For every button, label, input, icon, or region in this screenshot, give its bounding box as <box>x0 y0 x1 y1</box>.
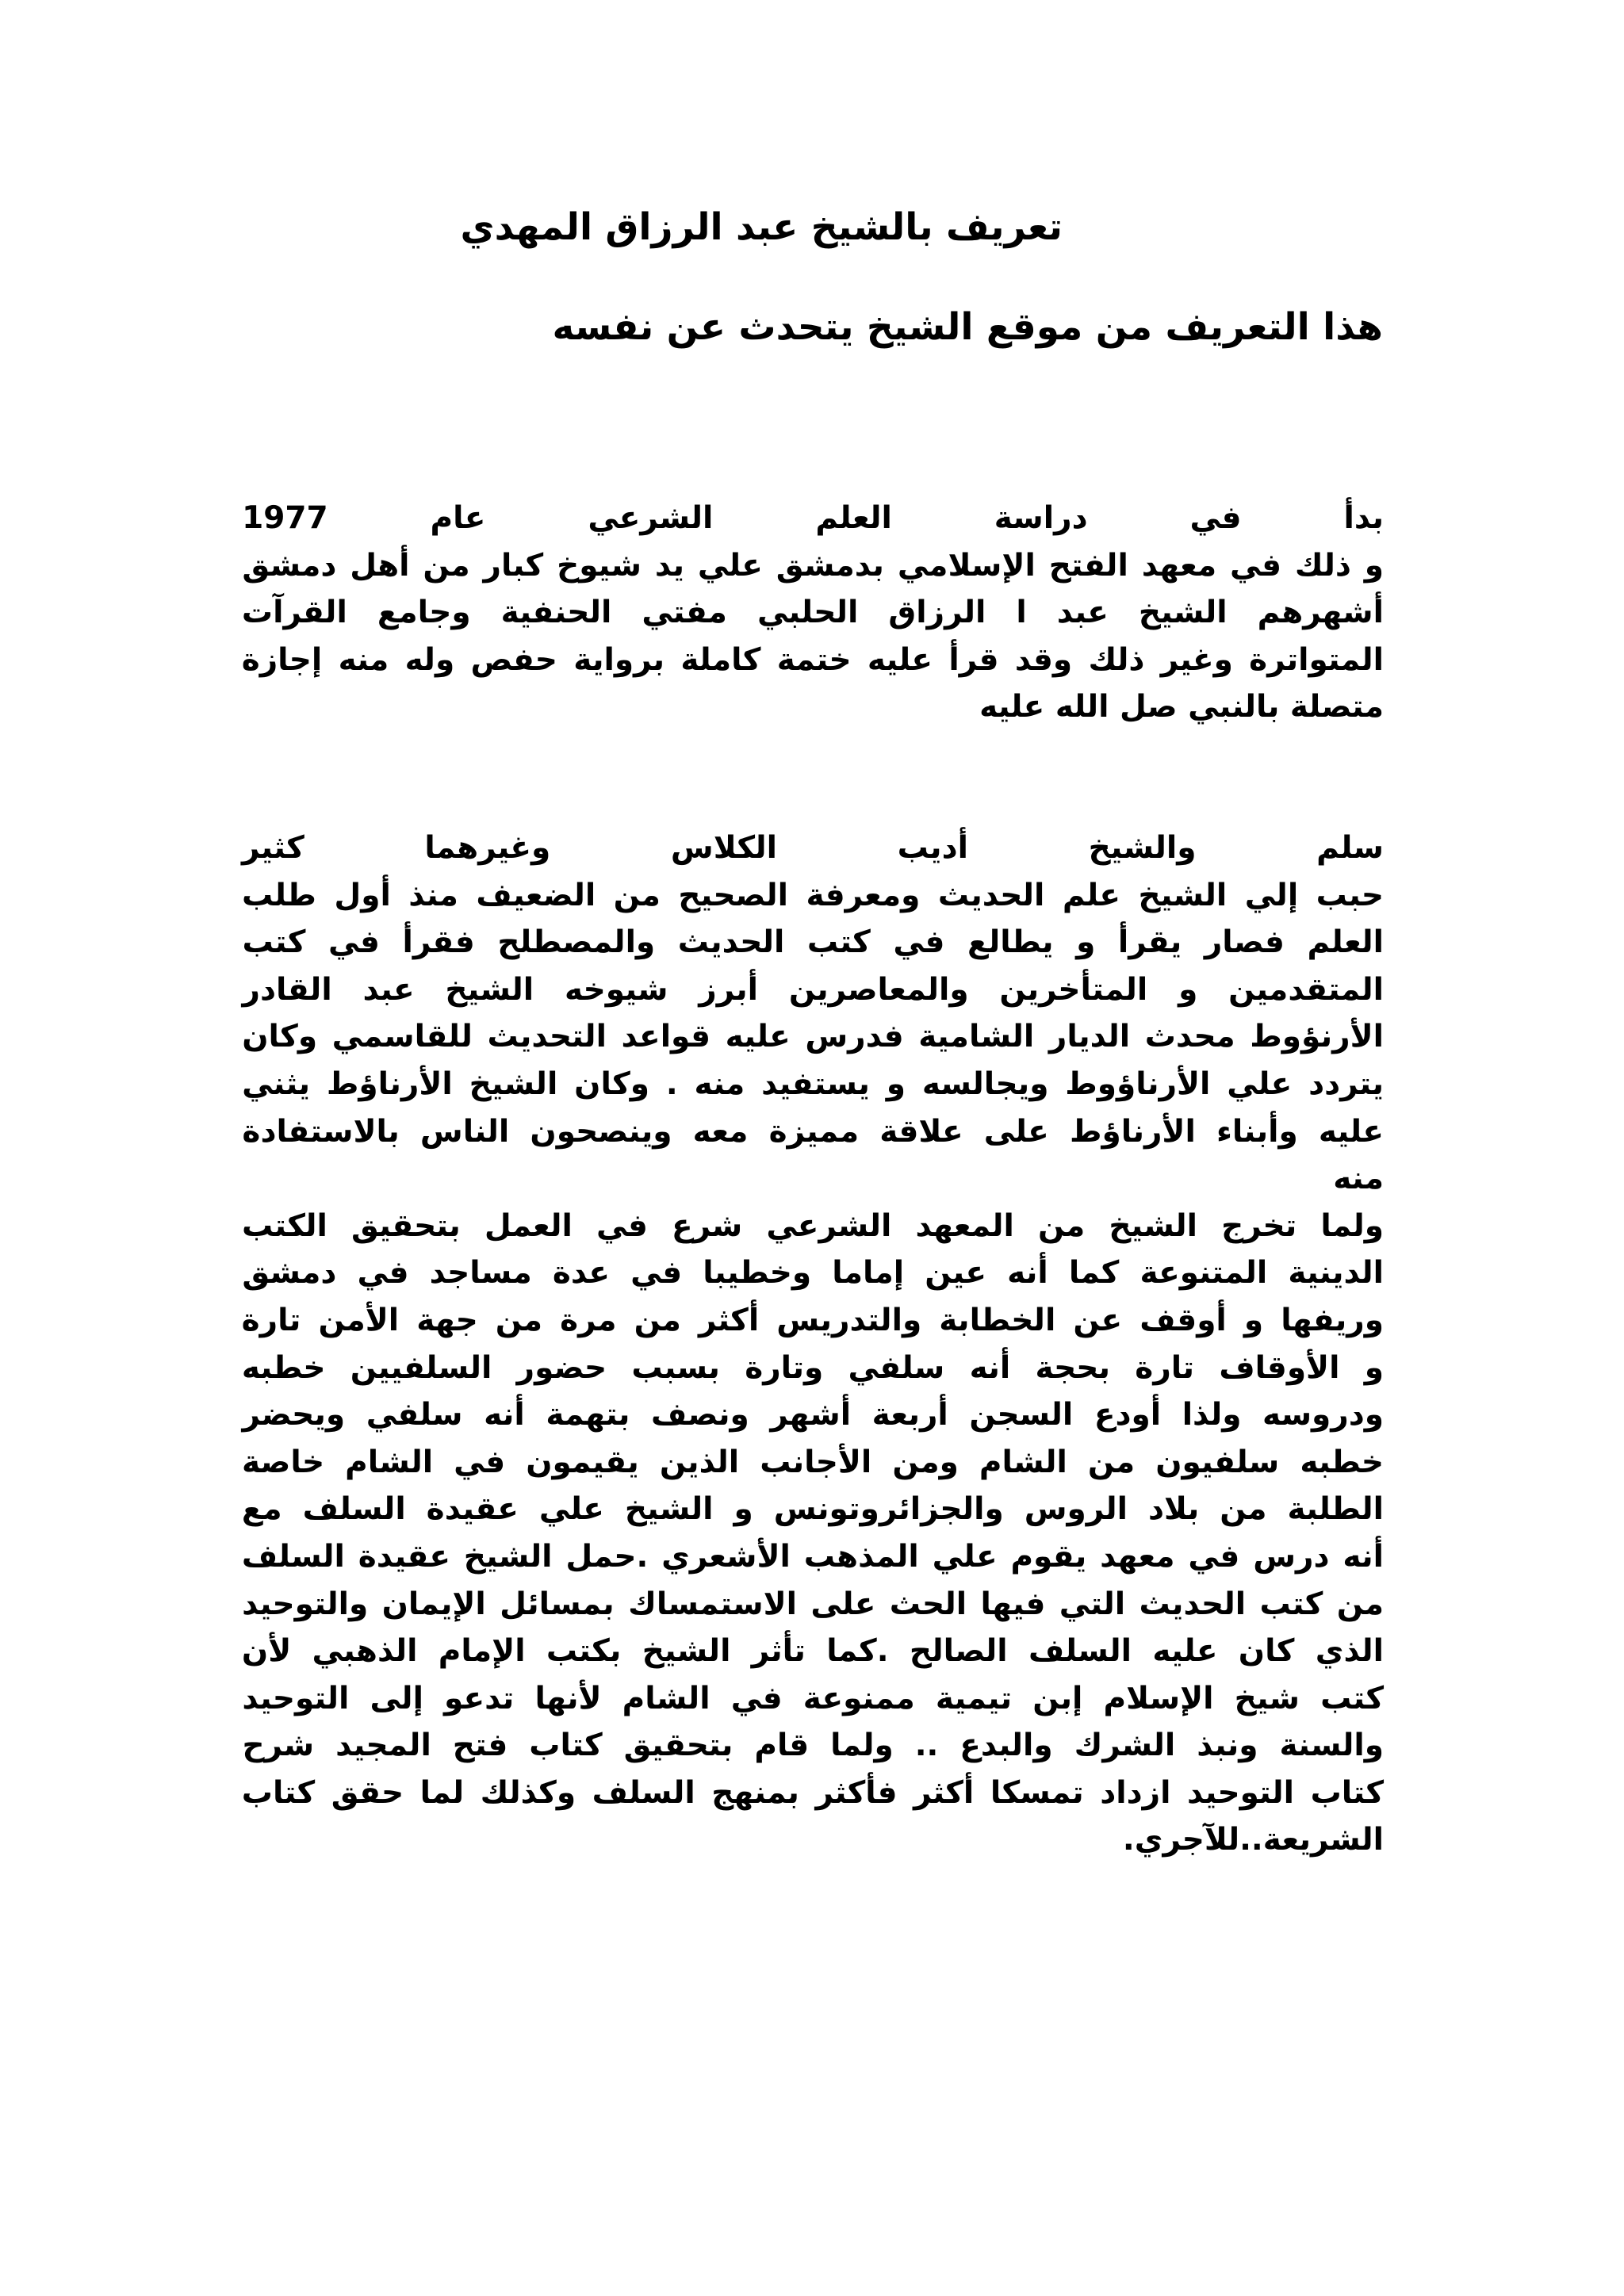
paragraph-2 <box>242 825 1384 1864</box>
word: والشيخ <box>1088 830 1197 866</box>
text-line: حبب إلي الشيخ علم الحديث ومعرفة الصحيح من الضعيف منذ أول طلب <box>241 877 1384 913</box>
word: كثير <box>242 830 304 866</box>
text-line: يتردد علي الأرناؤوط ويجالسه و يستفيد منه . وكان الشيخ الأرناؤط يثني <box>242 1066 1384 1102</box>
word: عام <box>430 500 486 536</box>
text-line: كتاب التوحيد ازداد تمسكا أكثر فأكثر بمنهج السلف وكذلك لما حقق كتاب <box>241 1774 1384 1811</box>
word: دراسة <box>994 500 1088 536</box>
text-line: عليه وأبناء الأرناؤط على علاقة مميزة معه وينصحون الناس بالاستفادة <box>242 1113 1384 1150</box>
text-line: أشهرهم الشيخ عبد ا الرزاق الحلبي مفتي الحنفية وجامع القرآت <box>241 595 1384 631</box>
text-line: الطلبة من بلاد الروس والجزائروتونس و الشيخ علي عقيدة السلف مع <box>241 1491 1384 1528</box>
text-line: الشريعة..للآجري. <box>1122 1822 1384 1858</box>
word: الكلاس <box>670 830 778 866</box>
text-line: و ذلك في معهد الفتح الإسلامي بدمشق علي يد شيوخ كبار من أهل دمشق <box>242 547 1384 584</box>
document-subtitle: هذا التعريف من موقع الشيخ يتحدث عن نفسه <box>552 305 1383 349</box>
text-line: العلم فصار يقرأ و يطالع في كتب الحديث والمصطلح فقرأ في كتب <box>242 924 1384 961</box>
text-line: ودروسه ولذا أودع السجن أربعة أشهر ونصف بتهمة أنه سلفي ويحضر <box>242 1397 1384 1433</box>
text-line: خطبه سلفيون من الشام ومن الأجانب الذين يقيمون في الشام خاصة <box>242 1444 1384 1480</box>
text-line: كتب شيخ الإسلام إبن تيمية ممنوعة في الشام لأنها تدعو إلى التوحيد <box>242 1680 1384 1716</box>
text-line: المتواترة وغير ذلك وقد قرأ عليه ختمة كاملة برواية حفص وله منه إجازة <box>241 641 1384 678</box>
text-line: و الأوقاف تارة بحجة أنه سلفي وتارة بسبب حضور السلفيين خطبه <box>241 1349 1384 1386</box>
text-line: متصلة بالنبي صل الله عليه <box>979 689 1384 725</box>
word: سلم <box>1316 830 1384 866</box>
text-line: الأرنؤوط محدث الديار الشامية فدرس عليه قواعد التحديث للقاسمي وكان <box>242 1019 1384 1055</box>
text-line: وريفها و أوقف عن الخطابة والتدريس أكثر من مرة من جهة الأمن تارة <box>241 1302 1384 1338</box>
paragraph-2-first-line <box>242 825 1384 872</box>
text-line: ولما تخرج الشيخ من المعهد الشرعي شرع في العمل بتحقيق الكتب <box>242 1207 1384 1244</box>
word: أديب <box>897 830 968 866</box>
paragraph-1 <box>242 495 1384 731</box>
word: العلم <box>815 500 892 536</box>
document-title: تعريف بالشيخ عبد الرزاق المهدي <box>460 205 1063 249</box>
word: في <box>1189 500 1242 536</box>
text-line: الذي كان عليه السلف الصالح .كما تأثر الشيخ بكتب الإمام الذهبي لأن <box>241 1633 1384 1670</box>
text-line: منه <box>1333 1161 1384 1197</box>
word: وغيرهما <box>424 830 551 866</box>
text-line: من كتب الحديث التي فيها الحث على الاستمساك بمسائل الإيمان والتوحيد <box>242 1586 1384 1622</box>
text-line: المتقدمين و المتأخرين والمعاصرين أبرز شيوخه الشيخ عبد القادر <box>242 971 1384 1008</box>
paragraph-1-first-line <box>242 495 1384 542</box>
text-line: أنه درس في معهد يقوم علي المذهب الأشعري .حمل الشيخ عقيدة السلف <box>241 1538 1384 1575</box>
year-number: 1977 <box>242 500 328 536</box>
word: الشرعي <box>588 500 714 536</box>
word: بدأ <box>1343 500 1384 536</box>
text-line: الدينية المتنوعة كما أنه عين إماما وخطيبا في عدة مساجد في دمشق <box>242 1255 1384 1292</box>
text-line: والسنة ونبذ الشرك والبدع .. ولما قام بتحقيق كتاب فتح المجيد شرح <box>242 1728 1384 1764</box>
